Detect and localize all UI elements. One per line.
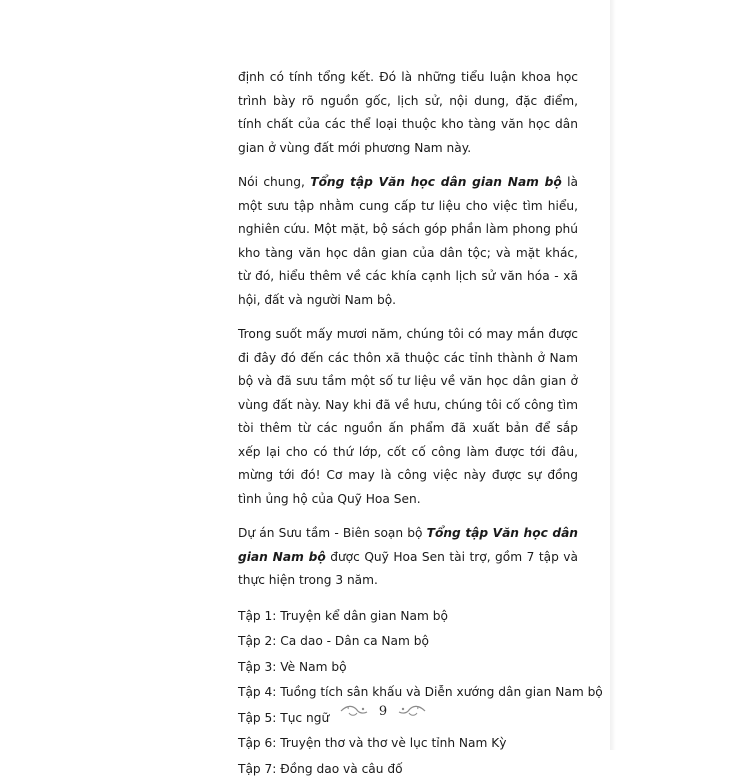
volume-list-item: Tập 5: Tục ngữ: [238, 706, 578, 732]
paragraph-text: là một sưu tập nhằm cung cấp tư liệu cho việc tìm hiểu, nghiên cứu. Một mặt, bộ sách góp phần làm phong phú kho tàng văn học dân gian của dân tộc; và mặt khác, từ đó, hiểu thêm về các khía cạnh lịch sử văn hóa - xã hội, đất và người Nam bộ.: [238, 175, 578, 307]
paragraph-text: Dự án Sưu tầm - Biên soạn bộ: [238, 526, 427, 540]
volume-list-item: Tập 7: Đồng dao và câu đố: [238, 757, 578, 782]
volume-list-item: Tập 2: Ca dao - Dân ca Nam bộ: [238, 629, 578, 655]
page-gutter-shadow: [610, 0, 616, 750]
paragraph-text: định có tính tổng kết. Đó là những tiểu luận khoa học trình bày rõ nguồn gốc, lịch sử, nội dung, đặc điểm, tính chất của các thể loại thuộc kho tàng văn học dân gian ở vùng đất mới phương Nam này.: [238, 70, 578, 155]
floral-ornament-icon: [397, 704, 427, 718]
paragraph: [238, 66, 578, 160]
paragraph-text: Nói chung,: [238, 175, 310, 189]
volume-list-item: Tập 4: Tuồng tích sân khấu và Diễn xướng dân gian Nam bộ: [238, 680, 578, 706]
volume-list: [238, 604, 578, 782]
paragraph-text: Trong suốt mấy mươi năm, chúng tôi có may mắn được đi đây đó đến các thôn xã thuộc các tỉnh thành ở Nam bộ và đã sưu tầm một số tư liệu về văn học dân gian ở vùng đất này. Nay khi đã về hưu, chúng tôi cố công tìm tòi thêm từ các nguồn ấn phẩm đã xuất bản để sắp xếp lại cho có thứ lớp, cốt cố công làm được tới đâu, mừng tới đó! Cơ may là công việc này được sự đồng tình ủng hộ của Quỹ Hoa Sen.: [238, 327, 578, 506]
floral-ornament-icon: [339, 704, 369, 718]
page-body: [238, 66, 578, 782]
volume-list-item: Tập 3: Vè Nam bộ: [238, 655, 578, 681]
paragraph-text: được Quỹ Hoa Sen tài trợ, gồm 7 tập và thực hiện trong 3 năm.: [238, 550, 578, 588]
book-title-emphasis: Tổng tập Văn học dân gian Nam bộ: [310, 175, 561, 189]
paragraph: [238, 323, 578, 511]
paragraph: [238, 171, 578, 312]
volume-list-item: Tập 1: Truyện kể dân gian Nam bộ: [238, 604, 578, 630]
page-number: 9: [379, 704, 387, 719]
volume-list-item: Tập 6: Truyện thơ và thơ vè lục tỉnh Nam Kỳ: [238, 731, 578, 757]
book-title-emphasis: Tổng tập Văn học dân gian Nam bộ: [238, 526, 578, 564]
paragraph: [238, 522, 578, 593]
page-footer: [338, 699, 428, 723]
